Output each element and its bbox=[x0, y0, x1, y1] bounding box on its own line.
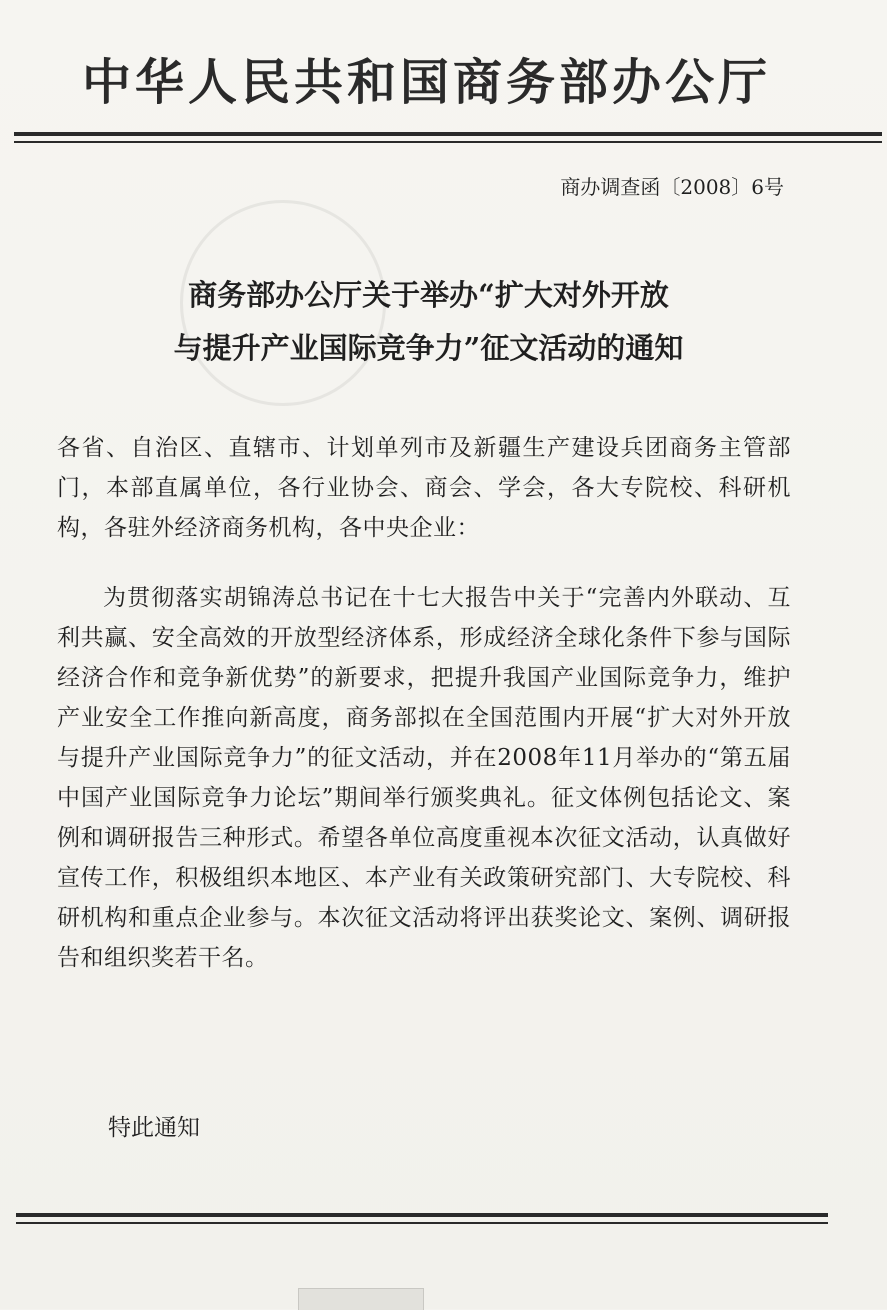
letterhead-rule-thin bbox=[14, 141, 882, 143]
footer-rule-thick bbox=[16, 1213, 828, 1217]
body-paragraph: 为贯彻落实胡锦涛总书记在十七大报告中关于“完善内外联动、互利共赢、安全高效的开放型经济体系，形成经济全球化条件下参与国际经济合作和竞争新优势”的新要求，把提升我国产业国际竞争力，维护产业安全工作推向新高度，商务部拟在全国范围内开展“扩大对外开放与提升产业国际竞争力”的征文活动，并在2008年11月举办的“第五届中国产业国际竞争力论坛”期间举行颁奖典礼。征文体例包括论文、案例和调研报告三种形式。希望各单位高度重视本次征文活动，认真做好宣传工作，积极组织本地区、本产业有关政策研究部门、大专院校、科研机构和重点企业参与。本次征文活动将评出获奖论文、案例、调研报告和组织奖若干名。 bbox=[57, 585, 791, 971]
next-page-edge bbox=[298, 1288, 424, 1310]
document-number: 商办调查函〔2008〕6号 bbox=[560, 175, 784, 199]
footer-rule-thin bbox=[16, 1222, 828, 1224]
document-title-line-1: 商务部办公厅关于举办“扩大对外开放 bbox=[188, 278, 669, 312]
addressee-paragraph: 各省、自治区、直辖市、计划单列市及新疆生产建设兵团商务主管部门，本部直属单位，各行业协会、商会、学会，各大专院校、科研机构，各驻外经济商务机构，各中央企业： bbox=[57, 435, 791, 541]
document-title-line-2: 与提升产业国际竞争力”征文活动的通知 bbox=[173, 331, 684, 365]
closing-line: 特此通知 bbox=[108, 1115, 200, 1141]
letterhead-title: 中华人民共和国商务部办公厅 bbox=[82, 53, 772, 111]
letterhead-rule-thick bbox=[14, 132, 882, 136]
